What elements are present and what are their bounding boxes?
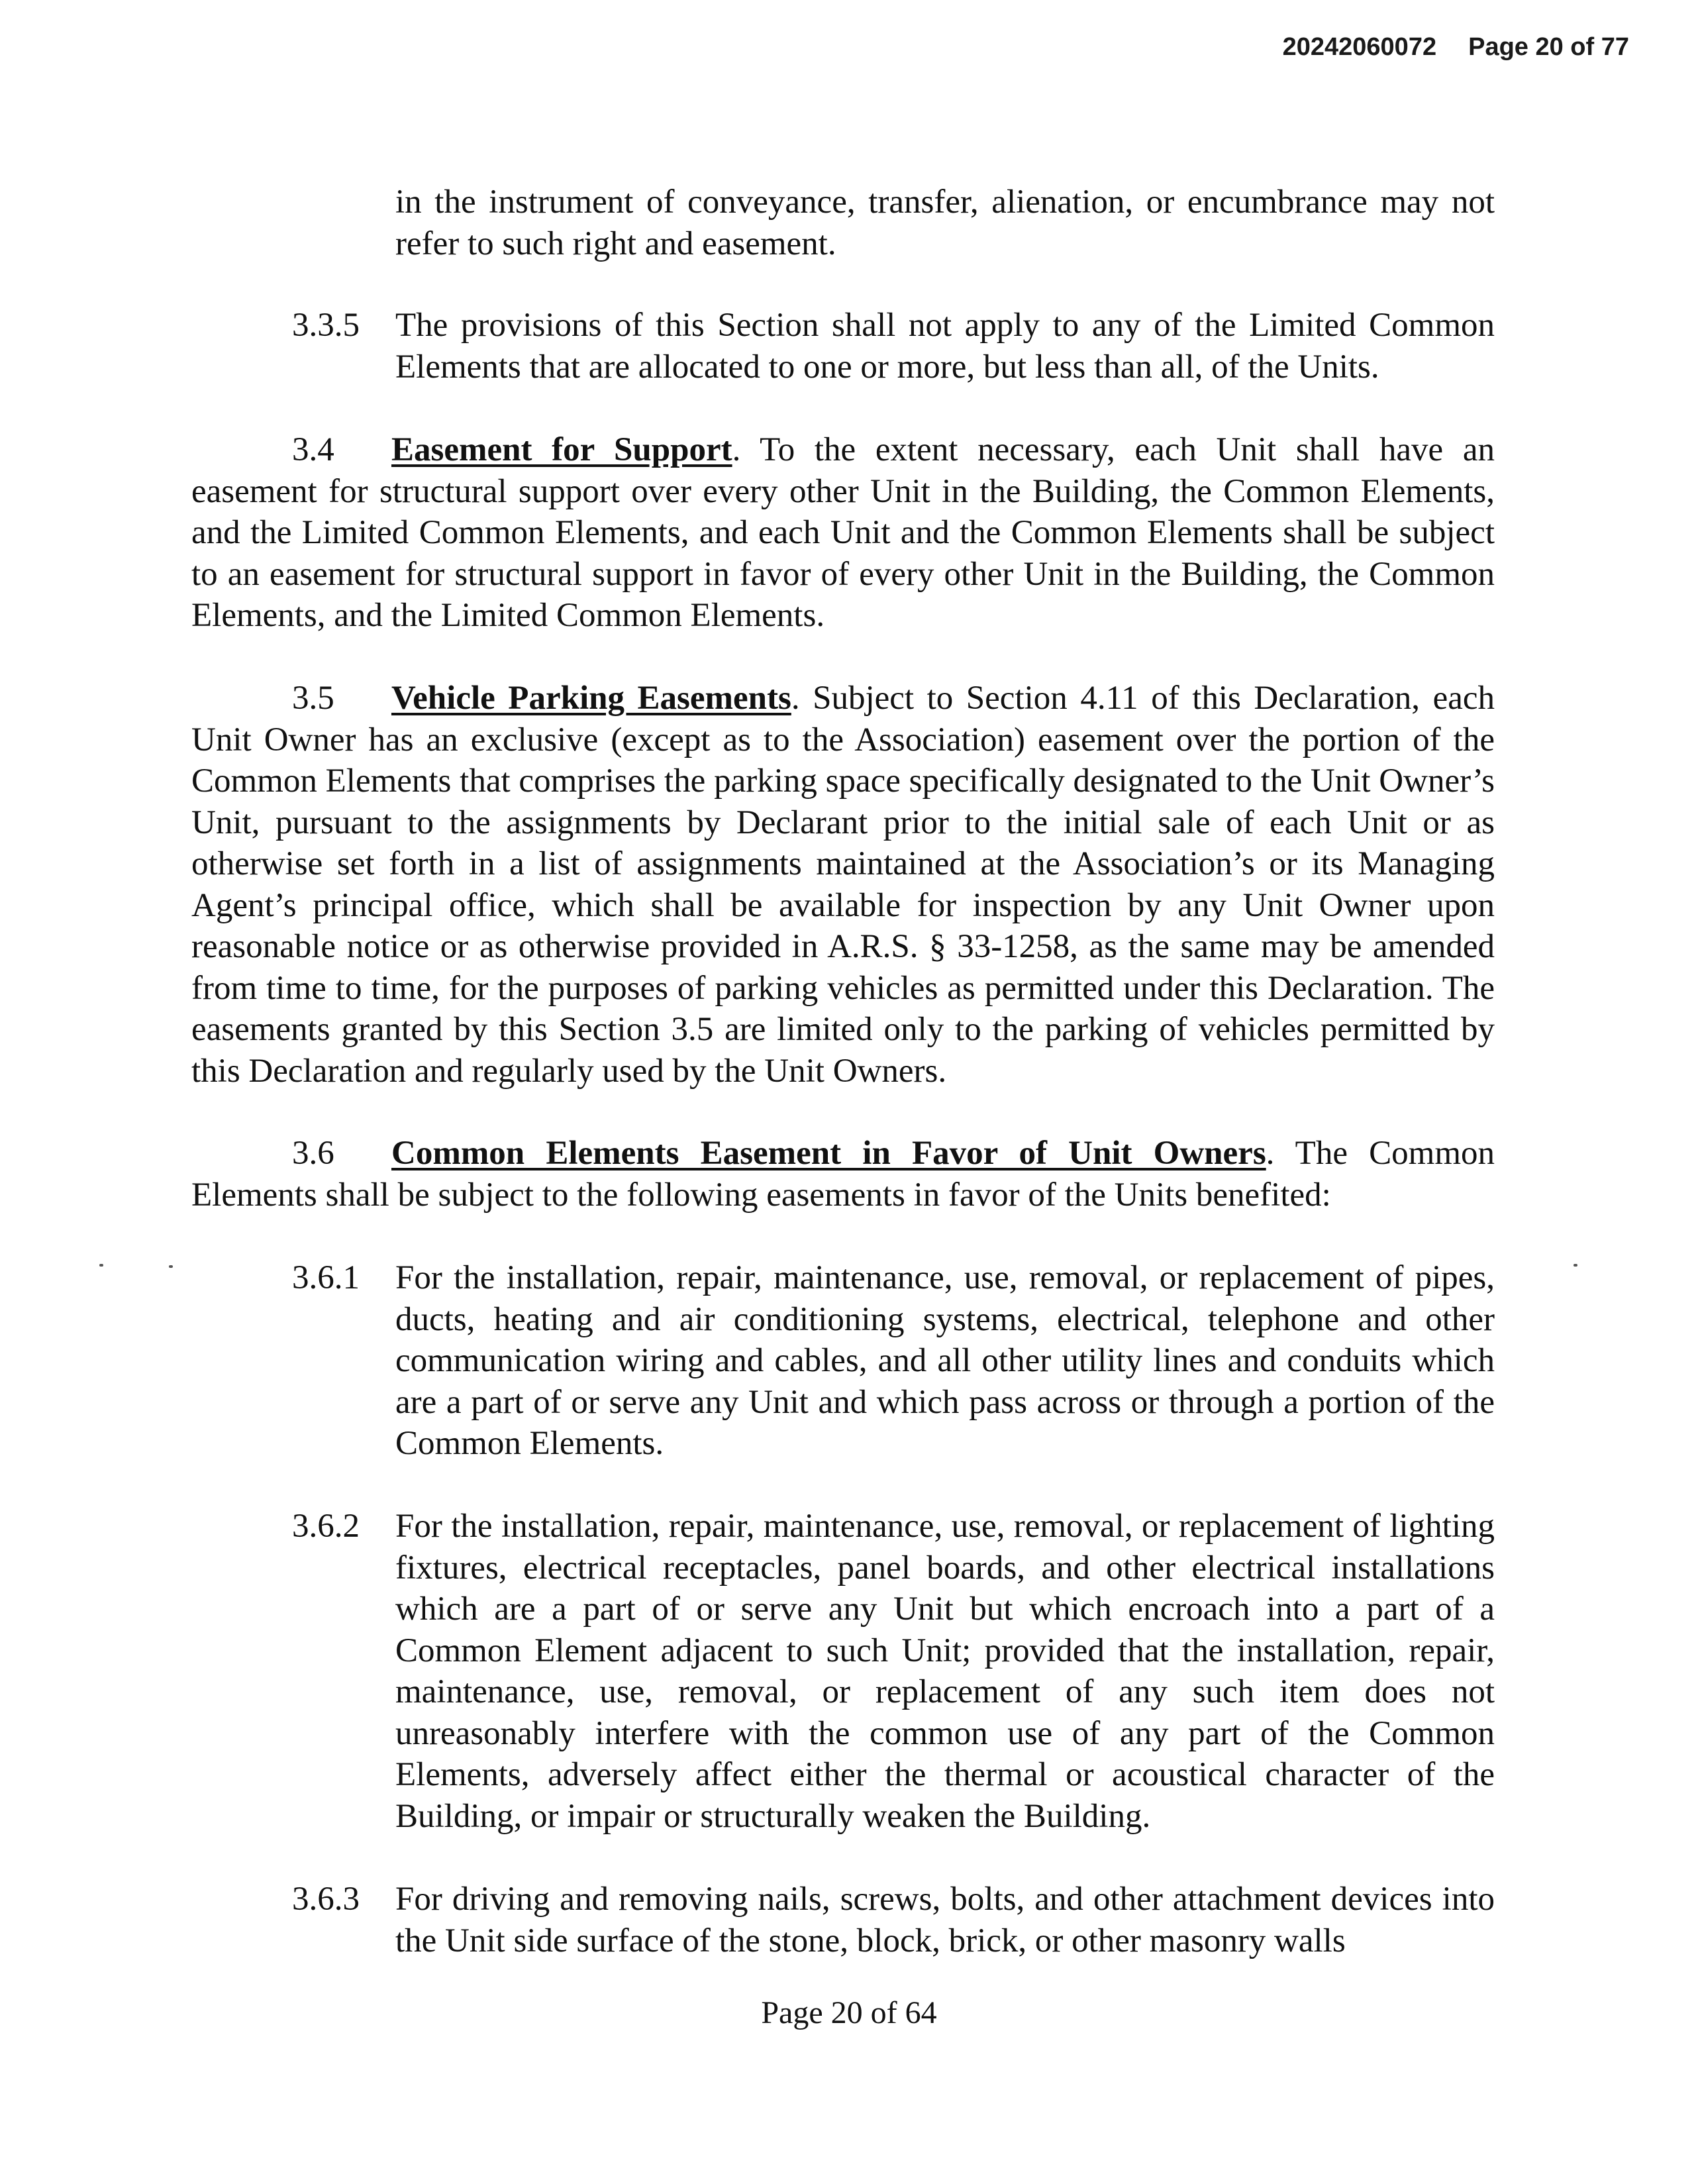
- recording-stamp: [1283, 30, 1629, 64]
- section-number: 3.6.3: [292, 1881, 360, 1918]
- section-3-6-1: [191, 1257, 1495, 1465]
- section-text: . The Common Elements shall be subject to the following easements in favor of the Units benefited:: [191, 1135, 1495, 1214]
- section-3-5: [191, 678, 1495, 1092]
- section-3-6-3: [191, 1879, 1495, 1961]
- continuation-paragraph: in the instrument of conveyance, transfer, alienation, or encumbrance may not refer to such right and easement.: [395, 183, 1495, 262]
- section-3-6-2: [191, 1506, 1495, 1837]
- page-footer: Page 20 of 64: [761, 1995, 937, 2030]
- section-number: 3.5: [292, 680, 334, 717]
- recording-number: 20242060072: [1282, 33, 1437, 61]
- section-heading: Easement for Support: [391, 431, 732, 468]
- section-text: . To the extent necessary, each Unit shall have an easement for structural support over every other Unit in the Building, the Common Elements, and the Limited Common Elements, and each Unit and the Common Elements shall be subject to an easement for structural support in favor of every other Unit in the Building, the Common Elements, and the Limited Common Elements.: [191, 431, 1495, 634]
- scan-speck: [169, 1265, 173, 1268]
- scan-speck: [99, 1264, 103, 1267]
- section-heading: Common Elements Easement in Favor of Unit Owners: [391, 1135, 1266, 1172]
- section-text: The provisions of this Section shall not apply to any of the Limited Common Elements that are allocated to one or more, but less than all, of the Units.: [395, 307, 1495, 386]
- section-3-4: [191, 429, 1495, 637]
- scan-speck: [1573, 1264, 1577, 1267]
- section-text: For the installation, repair, maintenance, use, removal, or replacement of lighting fixtures, electrical receptacles, panel boards, and other electrical installations which are a part of or serve any Unit but which encroach into a part of a Common Element adjacent to such Unit; provided that the installation, repair, maintenance, use, removal, or replacement of any such item does not unreasonably interfere with the common use of any part of the Common Elements, adversely affect either the thermal or acoustical character of the Building, or impair or structurally weaken the Building.: [395, 1508, 1495, 1835]
- section-number: 3.6.2: [292, 1508, 360, 1545]
- section-number: 3.6.1: [292, 1259, 360, 1296]
- section-text: For the installation, repair, maintenance, use, removal, or replacement of pipes, ducts, heating and air conditioning systems, electrical, telephone and other communication wiring and cables, and all other utility lines and conduits which are a part of or serve any Unit and which pass across or through a portion of the Common Elements.: [395, 1259, 1495, 1462]
- section-text: . Subject to Section 4.11 of this Declaration, each Unit Owner has an exclusive (except as to the Association) easement over the portion of the Common Elements that comprises the parking space specifically designated to the Unit Owner’s Unit, pursuant to the assignments by Declarant prior to the initial sale of each Unit or as otherwise set forth in a list of assignments maintained at the Association’s or its Managing Agent’s principal office, which shall be available for inspection by any Unit Owner upon reasonable notice or as otherwise provided in A.R.S. § 33-1258, as the same may be amended from time to time, for the purposes of parking vehicles as permitted under this Declaration. The easements granted by this Section 3.5 are limited only to the parking of vehicles permitted by this Declaration and regularly used by the Unit Owners.: [191, 680, 1495, 1090]
- section-3-3-5: [191, 305, 1495, 388]
- section-number: 3.4: [292, 431, 334, 468]
- section-number: 3.6: [292, 1135, 334, 1172]
- section-3-6: [191, 1133, 1495, 1216]
- section-number: 3.3.5: [292, 307, 360, 344]
- recording-page-label: Page 20 of 77: [1468, 33, 1629, 61]
- section-heading: Vehicle Parking Easements: [391, 680, 791, 717]
- section-text: For driving and removing nails, screws, bolts, and other attachment devices into the Unit side surface of the stone, block, brick, or other masonry walls: [395, 1881, 1495, 1959]
